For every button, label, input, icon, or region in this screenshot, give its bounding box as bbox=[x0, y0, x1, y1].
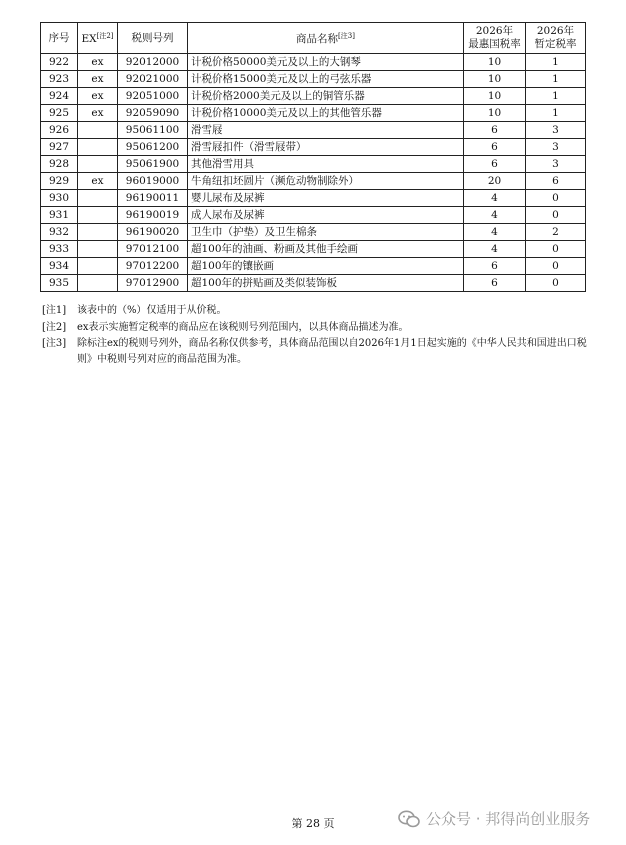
cell-seq: 932 bbox=[41, 224, 78, 241]
cell-mfn-rate: 6 bbox=[464, 156, 526, 173]
cell-code: 96190011 bbox=[118, 190, 188, 207]
cell-seq: 926 bbox=[41, 122, 78, 139]
cell-name: 卫生巾（护垫）及卫生棉条 bbox=[188, 224, 464, 241]
cell-seq: 930 bbox=[41, 190, 78, 207]
cell-mfn-rate: 4 bbox=[464, 207, 526, 224]
cell-seq: 934 bbox=[41, 258, 78, 275]
header-prov-year: 2026年 bbox=[536, 25, 575, 37]
cell-ex: ex bbox=[78, 71, 118, 88]
cell-code: 96190020 bbox=[118, 224, 188, 241]
table-row bbox=[41, 71, 586, 88]
header-ex bbox=[78, 23, 118, 54]
cell-mfn-rate: 6 bbox=[464, 139, 526, 156]
cell-seq: 924 bbox=[41, 88, 78, 105]
cell-provisional-rate: 0 bbox=[526, 275, 586, 292]
cell-mfn-rate: 20 bbox=[464, 173, 526, 190]
header-ex-note: [注2] bbox=[96, 32, 114, 40]
header-name-note: [注3] bbox=[338, 32, 355, 40]
cell-ex: ex bbox=[78, 173, 118, 190]
table-row bbox=[41, 173, 586, 190]
cell-seq: 928 bbox=[41, 156, 78, 173]
cell-ex bbox=[78, 207, 118, 224]
notes-section bbox=[42, 303, 590, 368]
cell-ex bbox=[78, 156, 118, 173]
cell-code: 92051000 bbox=[118, 88, 188, 105]
cell-seq: 931 bbox=[41, 207, 78, 224]
page-number: 第 28 页 bbox=[291, 817, 335, 830]
note-text: 除标注ex的税则号列外，商品名称仅供参考，具体商品范围以自2026年1月1日起实施的《中华人民共和国进出口税则》中税则号列对应的商品范围为准。 bbox=[77, 338, 587, 365]
cell-name: 牛角纽扣坯圆片（濒危动物制除外） bbox=[188, 173, 464, 190]
header-prov-label: 暂定税率 bbox=[534, 38, 577, 50]
cell-provisional-rate: 1 bbox=[526, 105, 586, 122]
table-row bbox=[41, 224, 586, 241]
table-row bbox=[41, 258, 586, 275]
cell-ex bbox=[78, 139, 118, 156]
cell-name: 超100年的拼贴画及类似装饰板 bbox=[188, 275, 464, 292]
tariff-table-body bbox=[41, 54, 586, 292]
table-row bbox=[41, 207, 586, 224]
cell-ex bbox=[78, 224, 118, 241]
note-item bbox=[42, 303, 590, 319]
note-item bbox=[42, 320, 590, 336]
cell-mfn-rate: 6 bbox=[464, 275, 526, 292]
cell-seq: 935 bbox=[41, 275, 78, 292]
cell-mfn-rate: 10 bbox=[464, 88, 526, 105]
table-row bbox=[41, 190, 586, 207]
header-name bbox=[188, 23, 464, 54]
table-row bbox=[41, 54, 586, 71]
cell-code: 92059090 bbox=[118, 105, 188, 122]
header-mfn-rate bbox=[464, 23, 526, 54]
cell-ex bbox=[78, 258, 118, 275]
header-ex-label: EX bbox=[81, 33, 97, 45]
cell-code: 92021000 bbox=[118, 71, 188, 88]
cell-code: 92012000 bbox=[118, 54, 188, 71]
cell-ex bbox=[78, 122, 118, 139]
cell-name: 婴儿尿布及尿裤 bbox=[188, 190, 464, 207]
table-header-row bbox=[41, 23, 586, 54]
cell-code: 95061200 bbox=[118, 139, 188, 156]
cell-ex bbox=[78, 275, 118, 292]
cell-seq: 923 bbox=[41, 71, 78, 88]
cell-mfn-rate: 4 bbox=[464, 241, 526, 258]
cell-mfn-rate: 10 bbox=[464, 54, 526, 71]
note-tag: [注3] bbox=[42, 338, 67, 349]
cell-mfn-rate: 6 bbox=[464, 258, 526, 275]
cell-seq: 925 bbox=[41, 105, 78, 122]
cell-code: 97012900 bbox=[118, 275, 188, 292]
cell-mfn-rate: 10 bbox=[464, 71, 526, 88]
cell-name: 超100年的镶嵌画 bbox=[188, 258, 464, 275]
header-mfn-label: 最惠国税率 bbox=[468, 38, 521, 50]
cell-code: 96019000 bbox=[118, 173, 188, 190]
cell-provisional-rate: 2 bbox=[526, 224, 586, 241]
table-row bbox=[41, 156, 586, 173]
cell-name: 计税价格50000美元及以上的大钢琴 bbox=[188, 54, 464, 71]
cell-name: 计税价格2000美元及以上的铜管乐器 bbox=[188, 88, 464, 105]
cell-provisional-rate: 1 bbox=[526, 54, 586, 71]
cell-name: 成人尿布及尿裤 bbox=[188, 207, 464, 224]
cell-code: 97012100 bbox=[118, 241, 188, 258]
cell-provisional-rate: 1 bbox=[526, 88, 586, 105]
note-tag: [注2] bbox=[42, 321, 67, 333]
header-code: 税则号列 bbox=[118, 23, 188, 54]
cell-ex: ex bbox=[78, 88, 118, 105]
table-row bbox=[41, 139, 586, 156]
cell-ex bbox=[78, 190, 118, 207]
cell-provisional-rate: 0 bbox=[526, 207, 586, 224]
tariff-table bbox=[40, 22, 586, 292]
table-row bbox=[41, 105, 586, 122]
cell-name: 计税价格15000美元及以上的弓弦乐器 bbox=[188, 71, 464, 88]
cell-seq: 933 bbox=[41, 241, 78, 258]
header-mfn-year: 2026年 bbox=[475, 25, 514, 37]
table-row bbox=[41, 241, 586, 258]
table-row bbox=[41, 122, 586, 139]
cell-seq: 922 bbox=[41, 54, 78, 71]
cell-mfn-rate: 4 bbox=[464, 224, 526, 241]
cell-provisional-rate: 0 bbox=[526, 258, 586, 275]
note-text: ex表示实施暂定税率的商品应在该税则号列范围内，以具体商品描述为准。 bbox=[77, 321, 409, 333]
cell-provisional-rate: 6 bbox=[526, 173, 586, 190]
cell-ex: ex bbox=[78, 105, 118, 122]
note-item bbox=[42, 336, 590, 367]
wechat-icon bbox=[398, 810, 420, 828]
cell-name: 滑雪屐扣件（滑雪屐带） bbox=[188, 139, 464, 156]
cell-code: 96190019 bbox=[118, 207, 188, 224]
cell-mfn-rate: 4 bbox=[464, 190, 526, 207]
watermark-text: 公众号 · 邦得尚创业服务 bbox=[426, 810, 591, 828]
cell-name: 其他滑雪用具 bbox=[188, 156, 464, 173]
cell-provisional-rate: 3 bbox=[526, 139, 586, 156]
cell-mfn-rate: 6 bbox=[464, 122, 526, 139]
cell-provisional-rate: 3 bbox=[526, 122, 586, 139]
header-seq: 序号 bbox=[41, 23, 78, 54]
note-text: 该表中的（%）仅适用于从价税。 bbox=[77, 305, 227, 316]
cell-code: 95061900 bbox=[118, 156, 188, 173]
cell-name: 计税价格10000美元及以上的其他管乐器 bbox=[188, 105, 464, 122]
cell-seq: 929 bbox=[41, 173, 78, 190]
cell-provisional-rate: 0 bbox=[526, 190, 586, 207]
cell-provisional-rate: 0 bbox=[526, 241, 586, 258]
cell-code: 95061100 bbox=[118, 122, 188, 139]
table-row bbox=[41, 88, 586, 105]
cell-name: 滑雪屐 bbox=[188, 122, 464, 139]
watermark bbox=[398, 808, 590, 829]
cell-mfn-rate: 10 bbox=[464, 105, 526, 122]
cell-provisional-rate: 1 bbox=[526, 71, 586, 88]
header-name-label: 商品名称 bbox=[296, 33, 339, 45]
cell-provisional-rate: 3 bbox=[526, 156, 586, 173]
cell-ex: ex bbox=[78, 54, 118, 71]
header-provisional-rate bbox=[526, 23, 586, 54]
cell-ex bbox=[78, 241, 118, 258]
cell-name: 超100年的油画、粉画及其他手绘画 bbox=[188, 241, 464, 258]
note-tag: [注1] bbox=[42, 305, 67, 316]
cell-code: 97012200 bbox=[118, 258, 188, 275]
table-row bbox=[41, 275, 586, 292]
cell-seq: 927 bbox=[41, 139, 78, 156]
